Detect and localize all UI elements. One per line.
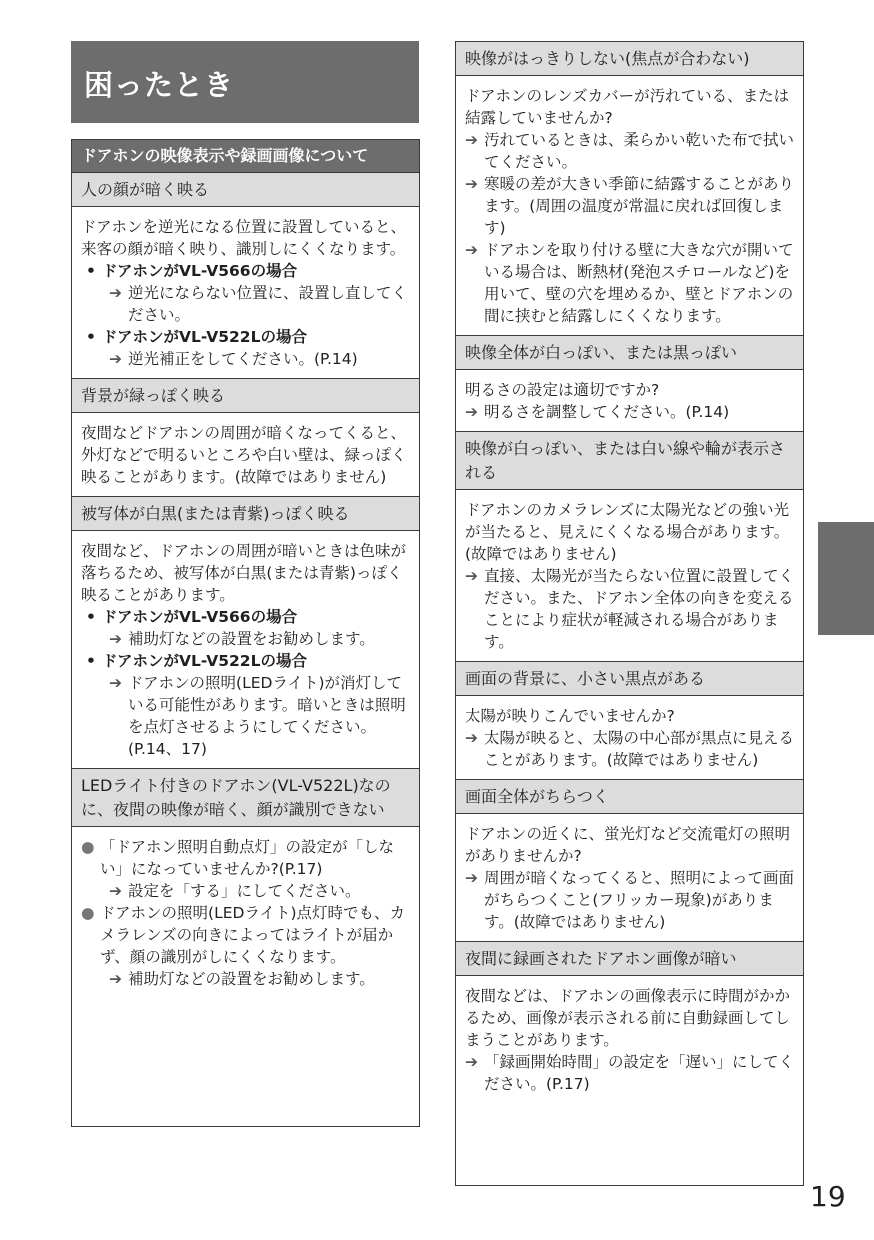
remedy-text: 直接、太陽光が当たらない位置に設置してください。また、ドアホン全体の向きを変えることにより症状が軽減される場合があります。 [484,567,795,651]
faq-section [456,661,803,779]
arrow-icon: ➔ [109,674,122,692]
category-band: ドアホンの映像表示や録画画像について [72,140,419,172]
arrow-icon: ➔ [109,350,122,368]
section-heading: 映像が白っぽい、または白い線や輪が表示される [456,431,803,489]
remedy-text: 明るさを調整してください。(P.14) [484,403,730,421]
section-body [456,695,803,779]
case-label: ドアホンがVL-V566の場合 [102,608,298,626]
remedy-text: 汚れているときは、柔らかい乾いた布で拭いてください。 [484,131,795,171]
section-text: 夜間など、ドアホンの周囲が暗いときは色味が落ちるため、被写体が白黒(または青紫)っぽく映ることがあります。 [81,542,407,604]
section-body [456,813,803,941]
section-text: 夜間などは、ドアホンの画像表示に時間がかかるため、画像が表示される前に自動録画してしまうことがあります。 [465,987,791,1049]
remedy-text: 逆光にならない位置に、設置し直してください。 [128,284,408,324]
arrow-icon: ➔ [109,630,122,648]
section-heading: 人の顔が暗く映る [72,172,419,206]
section-body [456,75,803,335]
section-heading: 画面の背景に、小さい黒点がある [456,661,803,695]
section-text: 太陽が映りこんでいませんか? [465,707,675,725]
arrow-icon: ➔ [465,1053,478,1071]
faq-section [72,768,419,998]
remedy-text: 逆光補正をしてください。(P.14) [128,350,358,368]
arrow-icon: ➔ [465,403,478,421]
section-text: ドアホンの近くに、蛍光灯など交流電灯の照明がありませんか? [465,825,791,865]
remedy-text: 「録画開始時間」の設定を「遅い」にしてください。(P.17) [484,1053,795,1093]
left-column [71,139,420,1127]
remedy-text: 周囲が暗くなってくると、照明によって画面がちらつくこと(フリッカー現象)があります。(故障ではありません) [484,869,795,931]
section-text: 明るさの設定は適切ですか? [465,381,660,399]
arrow-icon: ➔ [465,175,478,193]
arrow-icon: ➔ [465,241,478,259]
section-heading: 映像がはっきりしない(焦点が合わない) [456,42,803,75]
faq-section [72,172,419,378]
section-body [72,206,419,378]
section-body [72,530,419,768]
arrow-icon: ➔ [109,882,122,900]
arrow-icon: ➔ [109,284,122,302]
faq-section [456,431,803,661]
arrow-icon: ➔ [109,970,122,988]
bullet-icon: • [86,262,96,280]
page-title: 困ったとき [84,68,235,102]
section-heading: 画面全体がちらつく [456,779,803,813]
section-heading: 映像全体が白っぽい、または黒っぽい [456,335,803,369]
section-heading: 背景が緑っぽく映る [72,378,419,412]
remedy-text: 補助灯などの設置をお勧めします。 [128,970,375,988]
section-body [72,412,419,496]
remedy-text: 寒暖の差が大きい季節に結露することがあります。(周囲の温度が常温に戻れば回復します) [484,175,795,237]
case-label: ドアホンがVL-V566の場合 [102,262,298,280]
faq-section [456,941,803,1103]
check-text: 「ドアホン照明自動点灯」の設定が「しない」になっていませんか?(P.17) [100,838,395,878]
faq-section [72,496,419,768]
circle-bullet-icon: ● [81,904,95,922]
remedy-text: 設定を「する」にしてください。 [128,882,361,900]
faq-section [456,779,803,941]
faq-section [72,378,419,496]
section-text: ドアホンのレンズカバーが汚れている、または結露していませんか? [465,87,790,127]
arrow-icon: ➔ [465,869,478,887]
bullet-icon: • [86,652,96,670]
bullet-icon: • [86,608,96,626]
section-body [456,975,803,1103]
remedy-text: 太陽が映ると、太陽の中心部が黒点に見えることがあります。(故障ではありません) [484,729,795,769]
section-heading: 夜間に録画されたドアホン画像が暗い [456,941,803,975]
case-label: ドアホンがVL-V522Lの場合 [102,652,307,670]
circle-bullet-icon: ● [81,838,95,856]
remedy-text: ドアホンの照明(LEDライト)が消灯している可能性があります。暗いときは照明を点灯させるようにしてください。(P.14、17) [128,674,406,758]
arrow-icon: ➔ [465,567,478,585]
section-text: ドアホンを逆光になる位置に設置していると、来客の顔が暗く映り、識別しにくくなります。 [81,218,407,258]
section-body [72,826,419,998]
section-index-tab [818,522,874,635]
bullet-icon: • [86,328,96,346]
section-body [456,489,803,661]
remedy-text: 補助灯などの設置をお勧めします。 [128,630,375,648]
section-heading: LEDライト付きのドアホン(VL-V522L)なのに、夜間の映像が暗く、顔が識別できない [72,768,419,826]
case-label: ドアホンがVL-V522Lの場合 [102,328,307,346]
section-body [456,369,803,431]
arrow-icon: ➔ [465,131,478,149]
right-column [455,41,804,1186]
page-title-box [71,41,419,123]
remedy-text: ドアホンを取り付ける壁に大きな穴が開いている場合は、断熱材(発泡スチロールなど)を用いて、壁の穴を埋めるか、壁とドアホンの間に挟むと結露しにくくなります。 [484,241,794,325]
arrow-icon: ➔ [465,729,478,747]
check-text: ドアホンの照明(LEDライト)点灯時でも、カメラレンズの向きによってはライトが届かず、顔の識別がしにくくなります。 [100,904,406,966]
section-heading: 被写体が白黒(または青紫)っぽく映る [72,496,419,530]
page-number: 19 [810,1180,846,1213]
section-text: ドアホンのカメラレンズに太陽光などの強い光が当たると、見えにくくなる場合があります。(故障ではありません) [465,501,790,563]
faq-section [456,42,803,335]
section-text: 夜間などドアホンの周囲が暗くなってくると、外灯などで明るいところや白い壁は、緑っぽく映ることがあります。(故障ではありません) [81,424,407,486]
faq-section [456,335,803,431]
